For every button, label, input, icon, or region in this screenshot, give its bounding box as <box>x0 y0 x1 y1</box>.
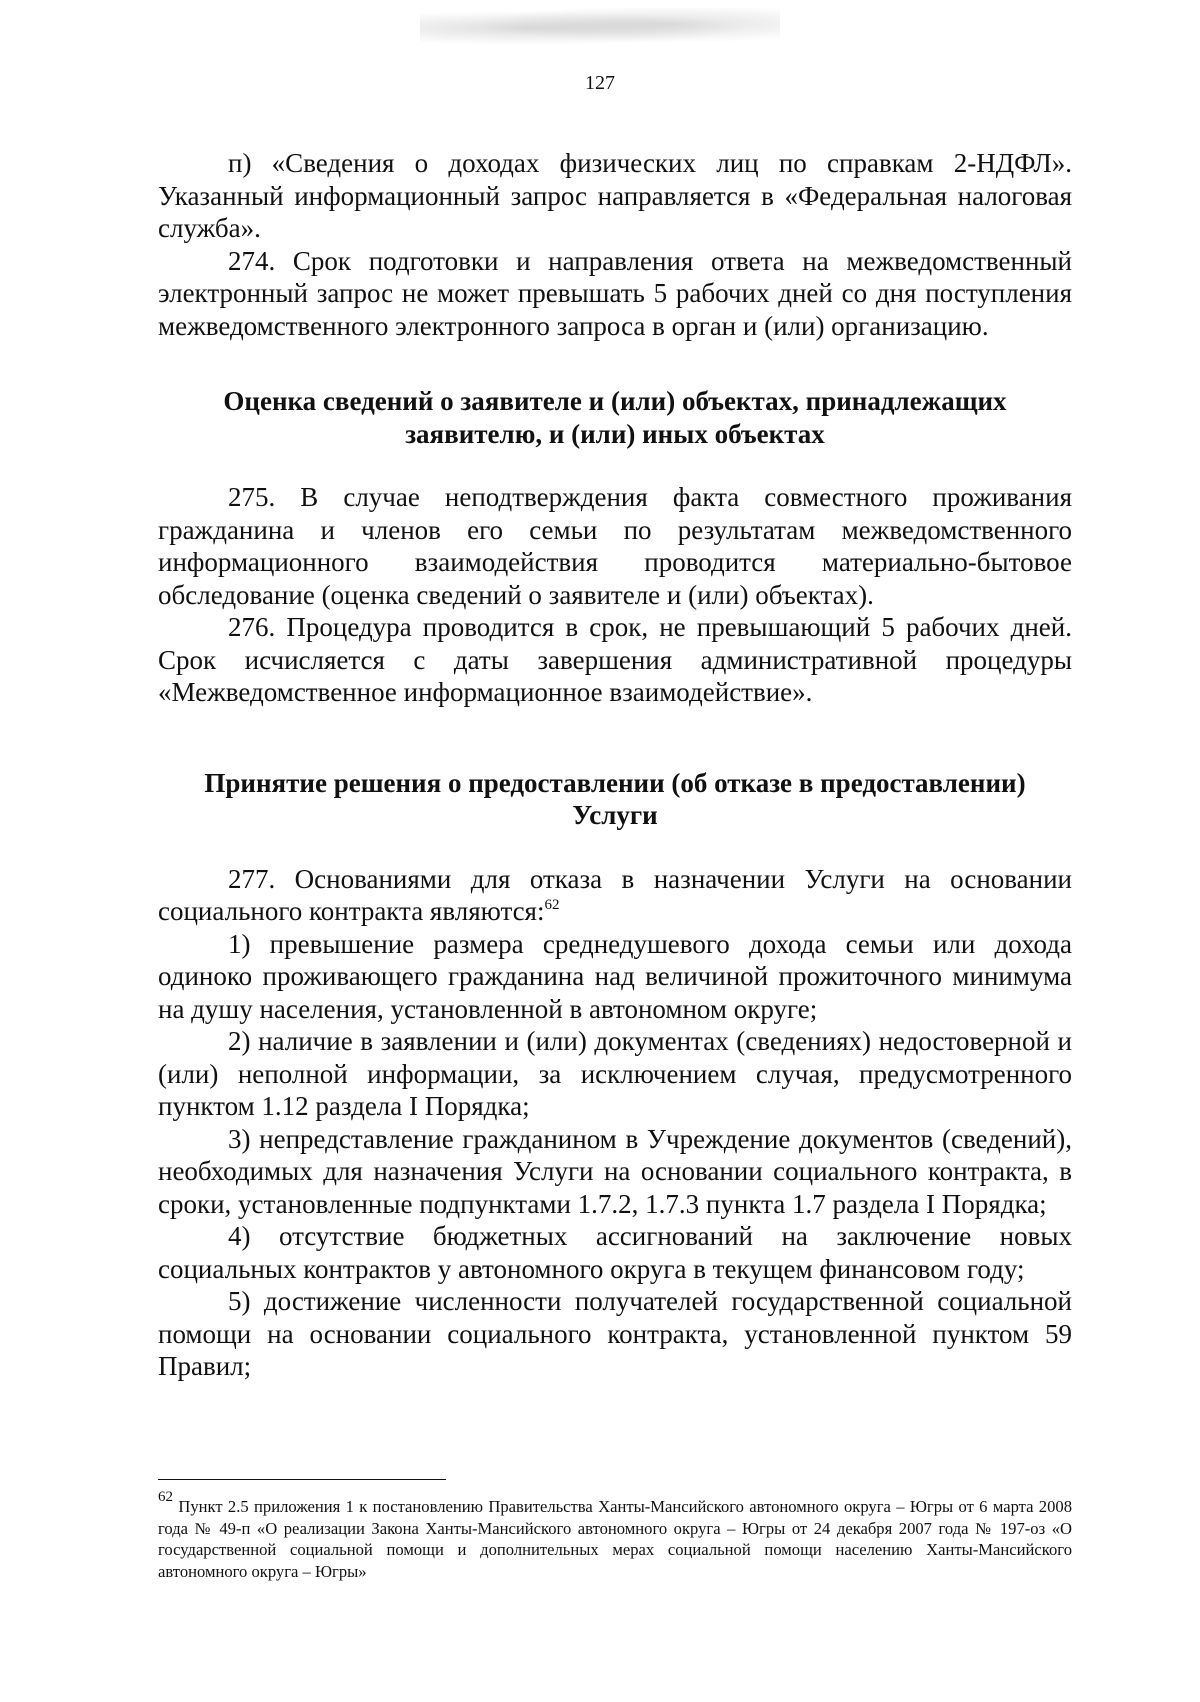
list-item-3: 3) непредставление гражданином в Учреждение документов (сведений), необходимых для назначения Услуги на основании социального контракта, в сроки, установленные подпунктами 1.7.2, 1.7.3 пункта 1.7 раздела I Порядка; <box>158 1123 1072 1219</box>
footnote-ref-62: 62 <box>544 897 560 913</box>
section-heading-decision-line1: Принятие решения о предоставлении (об отказе в предоставлении) <box>204 767 1026 798</box>
paragraph-277 <box>158 863 1072 928</box>
scan-artifact <box>420 8 780 48</box>
footnote-text: Пункт 2.5 приложения 1 к постановлению Правительства Ханты-Мансийского автономного округа – Югры от 6 марта 2008 года № 49-п «О реализации Закона Ханты-Мансийского автономного округа – Югры от 24 декабря 2007 года № 197-оз «О государственной социальной помощи и дополнительных мерах социальной помощи населению Ханты-Мансийского автономного округа – Югры» <box>158 1497 1072 1581</box>
paragraph-274: 274. Срок подготовки и направления ответа на межведомственный электронный запрос не может превышать 5 рабочих дней со дня поступления межведомственного электронного запроса в орган и (или) организацию. <box>158 245 1072 341</box>
list-item-4: 4) отсутствие бюджетных ассигнований на заключение новых социальных контрактов у автономного округа в текущем финансовом году; <box>158 1221 1072 1284</box>
document-body <box>158 147 1072 1383</box>
paragraph-276: 276. Процедура проводится в срок, не превышающий 5 рабочих дней. Срок исчисляется с даты завершения административной процедуры «Межведомственное информационное взаимодействие». <box>158 612 1072 707</box>
footnote-62 <box>158 1489 1072 1582</box>
footnote-number: 62 <box>158 1489 173 1505</box>
list-item-5: 5) достижение численности получателей государственной социальной помощи на основании социального контракта, установленной пунктом 59 Правил; <box>158 1286 1072 1381</box>
page-number: 127 <box>585 72 615 94</box>
section-heading-decision-line2: Услуги <box>572 800 658 830</box>
section-heading-assessment-line2: заявителю, и (или) иных объектах <box>405 418 825 449</box>
list-item-1: 1) превышение размера среднедушевого дохода семьи или дохода одиноко проживающего гражданина над величиной прожиточного минимума на душу населения, установленной в автономном округе; <box>158 928 1072 1024</box>
paragraph-p-subitem: п) «Сведения о доходах физических лиц по справкам 2-НДФЛ». Указанный информационный запрос направляется в «Федеральная налоговая служба». <box>158 148 1072 243</box>
section-heading-assessment-line1: Оценка сведений о заявителе и (или) объектах, принадлежащих <box>223 386 1007 416</box>
footnote-separator <box>158 1479 446 1480</box>
paragraph-275: 275. В случае неподтверждения факта совместного проживания гражданина и членов его семьи по результатам межведомственного информационного взаимодействия проводится материально-бытовое обследование (оценка сведений о заявителе и (или) объектах). <box>158 482 1072 610</box>
paragraph-277-text: 277. Основаниями для отказа в назначении Услуги на основании социального контракта являются: <box>158 863 1072 926</box>
footnotes <box>158 1489 1072 1582</box>
list-item-2: 2) наличие в заявлении и (или) документах (сведениях) недостоверной и (или) неполной информации, за исключением случая, предусмотренного пунктом 1.12 раздела I Порядка; <box>158 1026 1072 1121</box>
